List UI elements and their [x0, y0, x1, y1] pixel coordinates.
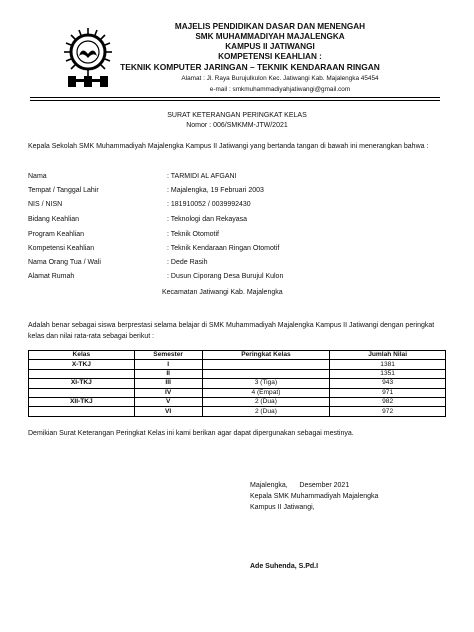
- signature-place-date: Majalengka, Desember 2021: [250, 482, 350, 489]
- cell-nilai: 1381: [330, 360, 446, 369]
- cell-kelas: [29, 388, 135, 397]
- cell-semester: III: [134, 379, 202, 388]
- identity-label: Bidang Keahlian: [28, 216, 79, 223]
- header-address: Alamat : Jl. Raya Burujulkulon Kec. Jatiwangi Kab. Majalengka 45454: [181, 75, 379, 82]
- identity-value: : TARMIDI AL AFGANI: [167, 173, 237, 180]
- document-title: SURAT KETERANGAN PERINGKAT KELAS: [167, 112, 307, 119]
- cell-kelas: [29, 407, 135, 416]
- table-row: [29, 388, 446, 397]
- header-divider-thick: [30, 97, 440, 98]
- identity-label: Tempat / Tanggal Lahir: [28, 187, 99, 194]
- header-kelas: Kelas: [29, 351, 135, 360]
- header-line-4: KOMPETENSI KEAHLIAN :: [218, 52, 322, 61]
- header-email: e-mail : smkmuhammadiyahjatiwangi@gmail.com: [209, 86, 351, 93]
- table-row: [29, 397, 446, 406]
- header-line-3: KAMPUS II JATIWANGI: [225, 42, 315, 51]
- cell-kelas: XI-TKJ: [29, 379, 135, 388]
- cell-nilai: 1351: [330, 369, 446, 378]
- identity-value: : Teknik Otomotif: [167, 231, 220, 238]
- header-line-5: TEKNIK KOMPUTER JARINGAN – TEKNIK KENDARAAN RINGAN: [120, 62, 380, 72]
- document-number: Nomor : 006/SMKMM-JTW/2021: [186, 122, 288, 129]
- cell-semester: VI: [134, 407, 202, 416]
- cell-peringkat: 3 (Tiga): [202, 379, 330, 388]
- cell-peringkat: [202, 360, 330, 369]
- identity-label: Nama Orang Tua / Wali: [28, 259, 101, 266]
- signature-role-line-1: Kepala SMK Muhammadiyah Majalengka: [250, 493, 379, 500]
- cell-kelas: [29, 369, 135, 378]
- cell-nilai: 971: [330, 388, 446, 397]
- cell-nilai: 982: [330, 397, 446, 406]
- identity-label: NIS / NISN: [28, 201, 63, 208]
- cell-peringkat: [202, 369, 330, 378]
- signature-role-line-2: Kampus II Jatiwangi,: [250, 504, 315, 511]
- closing-paragraph: Demikian Surat Keterangan Peringkat Kelas ini kami berikan agar dapat dipergunakan sebagai mestinya.: [28, 430, 354, 437]
- grades-table: [28, 350, 446, 417]
- muhammadiyah-logo-icon: [60, 24, 116, 88]
- identity-label: Nama: [28, 173, 47, 180]
- header-line-1: MAJELIS PENDIDIKAN DASAR DAN MENENGAH: [174, 22, 366, 31]
- identity-label: Alamat Rumah: [28, 273, 75, 280]
- header-semester: Semester: [134, 351, 202, 360]
- cell-kelas: X-TKJ: [29, 360, 135, 369]
- header-jumlah-nilai: Jumlah Nilai: [330, 351, 446, 360]
- identity-value: : Teknologi dan Rekayasa: [167, 216, 248, 223]
- identity-value: : Dede Rasih: [167, 259, 208, 266]
- identity-label: Kompetensi Keahlian: [28, 245, 95, 252]
- cell-peringkat: 2 (Dua): [202, 397, 330, 406]
- cell-nilai: 943: [330, 379, 446, 388]
- address-continued: Kecamatan Jatiwangi Kab. Majalengka: [162, 289, 283, 296]
- header-divider-thin: [30, 100, 440, 101]
- cell-semester: I: [134, 360, 202, 369]
- identity-value: : Teknik Kendaraan Ringan Otomotif: [167, 245, 280, 252]
- identity-label: Program Keahlian: [28, 231, 85, 238]
- cell-nilai: 972: [330, 407, 446, 416]
- identity-value: : 181910052 / 0039992430: [167, 201, 251, 208]
- table-row: [29, 379, 446, 388]
- cell-kelas: XII-TKJ: [29, 397, 135, 406]
- cell-semester: IV: [134, 388, 202, 397]
- cell-semester: V: [134, 397, 202, 406]
- table-row: [29, 407, 446, 416]
- cell-semester: II: [134, 369, 202, 378]
- signatory-name: Ade Suhenda, S.Pd.I: [250, 563, 319, 570]
- header-line-2: SMK MUHAMMADIYAH MAJALENGKA: [195, 32, 345, 41]
- identity-value: : Majalengka, 19 Februari 2003: [167, 187, 264, 194]
- identity-value: : Dusun Ciporang Desa Burujul Kulon: [167, 273, 284, 280]
- intro-paragraph: Kepala Sekolah SMK Muhammadiyah Majalengka Kampus II Jatiwangi yang bertanda tangan di bawah ini menerangkan bahwa :: [28, 143, 429, 150]
- table-row: [29, 369, 446, 378]
- cell-peringkat: 4 (Empat): [202, 388, 330, 397]
- table-header-row: [29, 351, 446, 360]
- table-row: [29, 360, 446, 369]
- statement-paragraph: Adalah benar sebagai siswa berprestasi selama belajar di SMK Muhammadiyah Majalengka Kampus II Jatiwangi dengan peringkat kelas dan nilai rata-rata sebagai berikut :: [28, 322, 435, 340]
- header-peringkat: Peringkat Kelas: [202, 351, 330, 360]
- cell-peringkat: 2 (Dua): [202, 407, 330, 416]
